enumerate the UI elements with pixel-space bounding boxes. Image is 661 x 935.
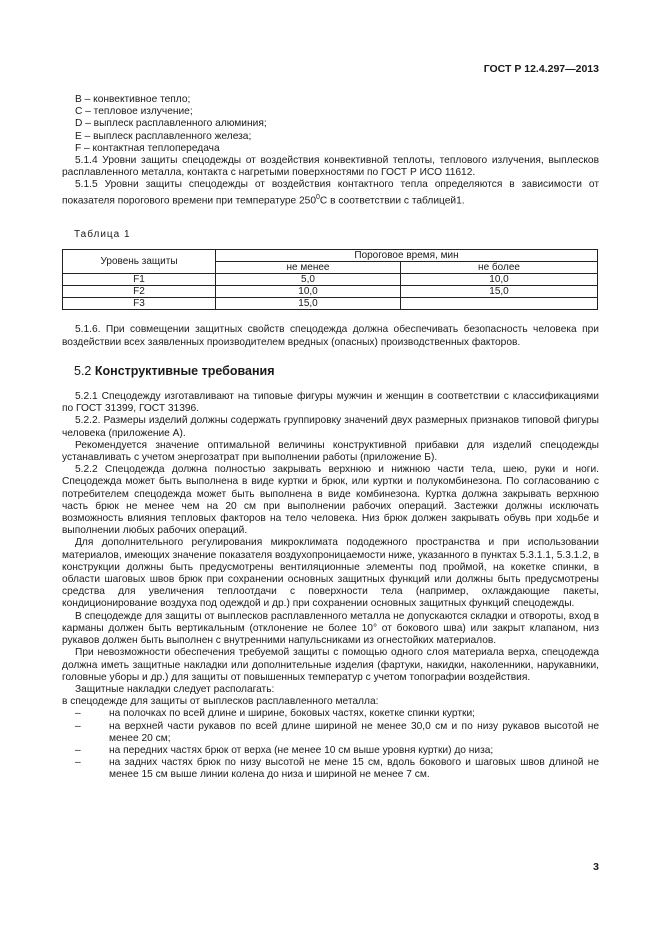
dash-marker: –: [75, 720, 81, 732]
paragraph-text: С в соответствии с таблицей1.: [319, 195, 465, 207]
list-item-text: на задних частях брюк по низу высотой не мене 15 см, вдоль бокового и шаговых швов длиной не менее 15 см выше линии колена до низа и шириной не менее 7 см.: [109, 757, 599, 781]
cell-level: F3: [63, 298, 216, 310]
list-item-text: на передних частях брюк от верха (не менее 10 см выше уровня куртки) до низа;: [109, 744, 494, 756]
cell-max: 15,0: [401, 286, 598, 298]
paragraph: 5.2.1 Спецодежду изготавливают на типовые фигуры мужчин и женщин в соответствии с классификациями по ГОСТ 31399, ГОСТ 31396.: [62, 391, 599, 415]
paragraph-5-1-5: [62, 179, 599, 207]
paragraph-5-1-4: 5.1.4 Уровни защиты спецодежды от воздействия конвективной теплоты, теплового излучения, выплесков расплавленного металла, контакта с нагретыми поверхностями по ГОСТ Р ИСО 11612.: [62, 155, 599, 179]
list-item: E – выплеск расплавленного железа;: [75, 130, 252, 142]
cell-min: 5,0: [216, 274, 401, 286]
list-item-text: на полочках по всей длине и ширине, боковых частях, кокетке спинки куртки;: [109, 708, 475, 720]
list-item: [62, 721, 599, 745]
dash-marker: –: [75, 744, 81, 756]
cell-max: [401, 298, 598, 310]
list-item: D – выплеск расплавленного алюминия;: [75, 118, 267, 130]
list-item: C – тепловое излучение;: [75, 106, 193, 118]
header-level: Уровень защиты: [63, 250, 216, 274]
cell-level: F2: [63, 286, 216, 298]
cell-min: 10,0: [216, 286, 401, 298]
paragraph: в спецодежде для защиты от выплесков расплавленного металла:: [62, 696, 379, 708]
section-title: Конструктивные требования: [94, 363, 275, 378]
dash-marker: –: [75, 708, 81, 720]
table-row: [63, 274, 598, 286]
dash-marker: –: [75, 757, 81, 769]
header-max: не более: [401, 262, 598, 274]
page-number: 3: [593, 861, 599, 873]
table-row: [63, 286, 598, 298]
cell-max: 10,0: [401, 274, 598, 286]
paragraph: Рекомендуется значение оптимальной величины конструктивной прибавки для изделий спецодежды устанавливать с учетом энергозатрат при выполнении работы (приложение Б).: [62, 439, 599, 464]
list-item: F – контактная теплопередача: [75, 142, 220, 154]
document-code: ГОСТ Р 12.4.297—2013: [483, 63, 599, 75]
paragraph: В спецодежде для защиты от выплесков расплавленного металла не допускаются складки и отвороты, вход в карманы должен быть вертикальным (отклонение не более 10° от бокового шва) или закрыт клапаном, низ рукавов должен быть выполнен с внутренними напульсниками из огнестойких материалов.: [62, 610, 599, 647]
header-threshold-time: Пороговое время, мин: [216, 250, 598, 262]
list-item: [62, 757, 599, 781]
header-min: не менее: [216, 262, 401, 274]
table-caption: Таблица 1: [74, 229, 131, 241]
page-content: [62, 94, 599, 782]
paragraph: Защитные накладки следует располагать:: [75, 683, 275, 695]
paragraph-5-1-6: 5.1.6. При совмещении защитных свойств спецодежда должна обеспечивать безопасность человека при воздействии всех заявленных производителем вредных (опасных) производственных факторов.: [62, 324, 599, 348]
list-item: B – конвективное тепло;: [75, 94, 191, 105]
paragraph: 5.2.2. Размеры изделий должны содержать группировку значений двух размерных признаков типовой фигуры человека (приложение А).: [62, 415, 599, 439]
cell-min: 15,0: [216, 298, 401, 310]
list-item: [62, 708, 599, 720]
cell-level: F1: [63, 274, 216, 286]
paragraph-text: 5.1.5 Уровни защиты спецодежды от воздействия контактного тепла определяются в зависимости от показателя порогового времени при температуре 250: [62, 179, 599, 207]
superscript: 0: [316, 193, 320, 201]
hazard-list: [62, 94, 599, 155]
section-heading: [74, 365, 599, 377]
section-number: 5.2: [74, 363, 92, 378]
list-item: [62, 745, 599, 757]
threshold-time-table: [62, 249, 598, 310]
list-item-text: на верхней части рукавов по всей длине шириной не менее 30,0 см и по низу рукавов высотой не менее 20 см;: [109, 720, 599, 744]
paragraph: 5.2.2 Спецодежда должна полностью закрывать верхнюю и нижнюю части тела, шею, руки и ноги. Спецодежда может быть выполнена в виде куртки и брюк, или куртки и полукомбинезона. По согласованию с потребителем спецодежда может быть выполнена в виде комбинезона. Куртка должна закрывать верхнюю часть брюк не менее чем на 20 см при выполнении рабочих операций. Застежки должны исключать возможность влияния тепловых факторов на тело человека. Низ брюк должен закрывать обувь при ходьбе и выполнении любых рабочих операций.: [62, 464, 599, 537]
paragraph: При невозможности обеспечения требуемой защиты с помощью одного слоя материала верха, спецодежда должна иметь защитные накладки или дополнительные изделия (фартуки, накидки, наколенники, нарукавники, головные уборы и др.) для защиты от повышенных температур с учетом топографии воздействия.: [62, 647, 599, 683]
paragraph: Для дополнительного регулирования микроклимата пододежного пространства и при использовании материалов, имеющих значение показателя воздухопроницаемости ниже, указанного в пунктах 5.3.1.1, 5.3.1.2, в конструкции должны быть предусмотрены вентиляционные элементы под проймой, на кокетке спинки, в области шаговых швов брюк при сохранении основных защитных функций или должны быть предусмотрены средства для увеличения теплоотдачи с поверхности тела (например, охлаждающие пакеты, кондиционирование воздуха под одеждой и др.) при сохранении основных защитных функций спецодежды.: [62, 537, 599, 610]
table-row: [63, 298, 598, 310]
